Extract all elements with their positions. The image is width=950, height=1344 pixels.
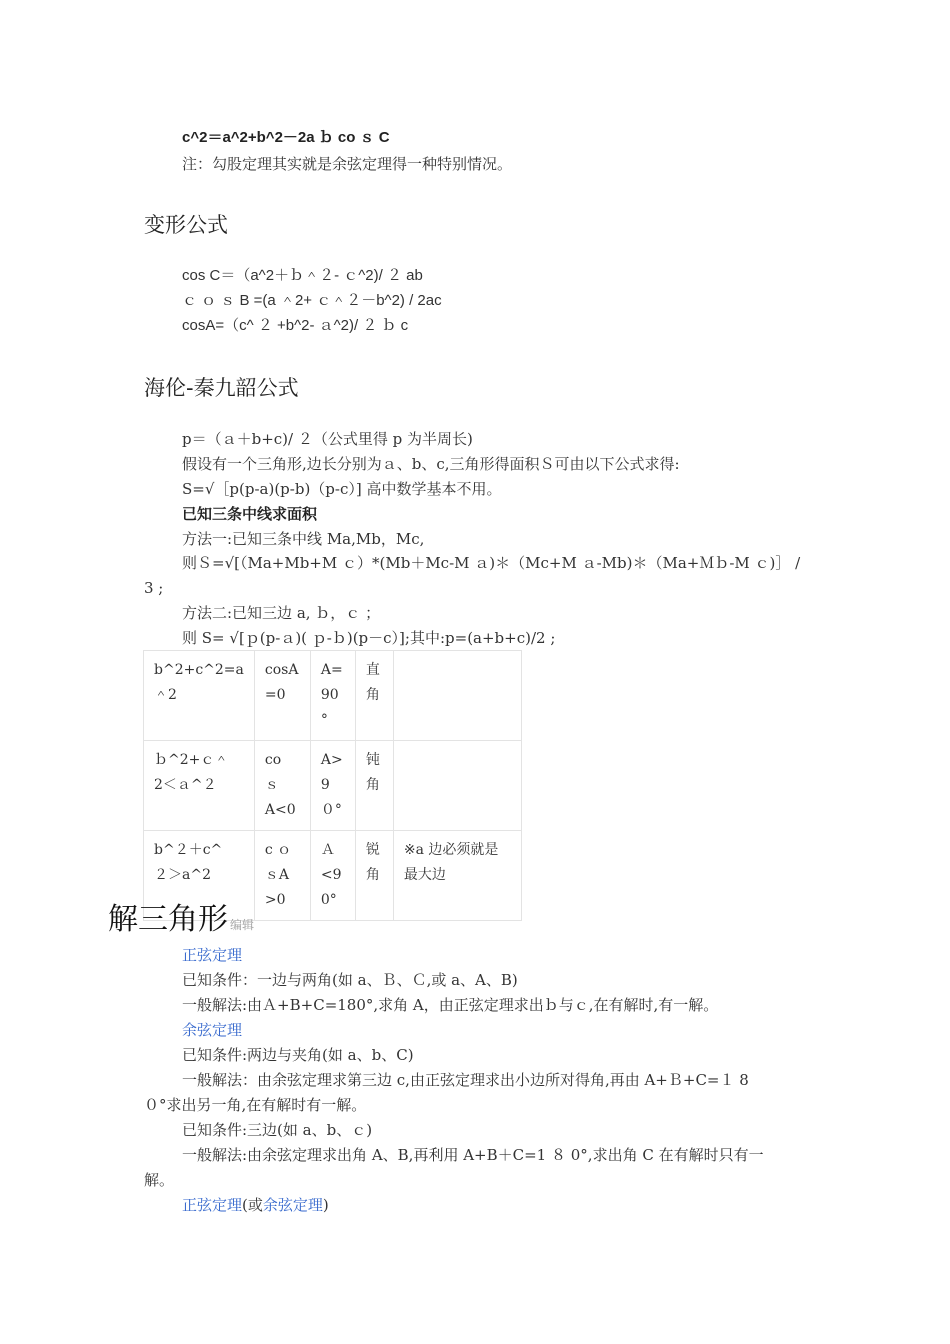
deform-line-1: cos C＝（a^2＋ｂ＾２- ｃ^2)/ ２ ab (182, 267, 423, 284)
solve-cosine-method-1b: ０°求出另一角,在有解时有一解。 (144, 1096, 367, 1114)
table-cell: 钝 角 (355, 741, 393, 831)
table-cell: 直 角 (355, 651, 393, 741)
solve-sine-condition: 已知条件：一边与两角(如 a、Ｂ、Ｃ,或 a、A、B) (182, 971, 518, 989)
table-row (144, 741, 522, 831)
solve-cosine-condition-1: 已知条件:两边与夹角(如 a、b、C) (182, 1046, 414, 1064)
triangle-type-table (143, 650, 522, 921)
table-cell: co ｓ A<0 (254, 741, 310, 831)
table-cell: 锐 角 (355, 831, 393, 921)
note-text: 注：勾股定理其实就是余弦定理得一种特别情况。 (182, 155, 513, 173)
median-line-1: 方法一:已知三条中线 Ma,Mb，Mc, (182, 530, 425, 548)
heading-deform: 变形公式 (144, 213, 228, 237)
deform-line-3: cosA=（c^ ２ +b^2- ａ^2)/ ２ ｂ c (182, 317, 409, 334)
table-cell: ｂ^2+ｃ＾ 2＜ａ^２ (144, 741, 255, 831)
median-line-3: 3 ; (144, 579, 164, 597)
median-line-5: 则 S= √[ｐ(p-ａ)( ｐ-ｂ)(p－c）];其中:p=(a+b+c)/2 ; (182, 629, 556, 647)
last-line (182, 1195, 329, 1215)
edit-link[interactable]: 编辑 (230, 918, 255, 932)
median-line-4: 方法二:已知三边 a, ｂ，ｃ ； (182, 604, 381, 622)
table-cell: A= 90 ° (310, 651, 355, 741)
heron-line-2: 假设有一个三角形,边长分别为ａ、b、c,三角形得面积Ｓ可由以下公式求得: (182, 455, 680, 473)
table-cell: b^２＋c^ ２＞a^2 (144, 831, 255, 921)
link-cosine-law-2[interactable]: 余弦定理 (262, 1196, 323, 1214)
last-line-mid: (或 (242, 1196, 263, 1214)
median-line-2: 则Ｓ=√[（Ma+Mb+M ｃ）*(Mb＋Mc-M ａ)＊（Mc+M ａ-Mb)＊（Ma+Ｍｂ-M ｃ)］ / (182, 554, 801, 572)
link-cosine-law[interactable]: 余弦定理 (182, 1021, 243, 1039)
heading-heron: 海伦-秦九韶公式 (144, 376, 299, 400)
table-row (144, 651, 522, 741)
formula-top: c^2＝a^2+b^2－2a ｂ co ｓ C (182, 129, 390, 146)
heron-line-3: S=√［p(p-a)(p-b)（p-c）] 高中数学基本不用。 (182, 480, 502, 498)
table-cell (393, 741, 521, 831)
table-cell: Ａ <9 0° (310, 831, 355, 921)
table-cell: c ｏ ｓA >0 (254, 831, 310, 921)
table-cell: A> 9 ０° (310, 741, 355, 831)
heading-solve-triangle (108, 902, 254, 943)
heron-line-1: p＝（ａ＋b+c)/ ２（公式里得 p 为半周长) (182, 430, 473, 448)
table-cell: ※a 边必须就是 最大边 (393, 831, 521, 921)
table-cell (393, 651, 521, 741)
solve-cosine-method-2a: 一般解法:由余弦定理求出角 A、B,再利用 A+B＋C=1 ８ 0°,求出角 C 在有解时只有一 (182, 1146, 764, 1164)
link-sine-law[interactable]: 正弦定理 (182, 946, 243, 964)
table-cell: b^2+c^2=a ＾2 (144, 651, 255, 741)
solve-cosine-method-1a: 一般解法：由余弦定理求第三边 c,由正弦定理求出小边所对得角,再由 A+Ｂ+C=１ 8 (182, 1071, 749, 1089)
solve-sine-method: 一般解法:由Ａ+B+C=180°,求角 A，由正弦定理求出ｂ与ｃ,在有解时,有一解。 (182, 996, 719, 1014)
solve-cosine-condition-2: 已知条件:三边(如 a、b、ｃ) (182, 1121, 373, 1139)
median-heading: 已知三条中线求面积 (182, 505, 318, 523)
solve-cosine-method-2b: 解。 (144, 1171, 175, 1189)
table-cell: cosA =0 (254, 651, 310, 741)
last-line-end: ) (322, 1196, 329, 1214)
heading-solve-title: 解三角形 (108, 902, 228, 937)
deform-line-2: ｃ ｏ ｓ B =(a ＾2+ ｃ＾２－b^2) / 2ac (182, 292, 442, 309)
link-sine-law-2[interactable]: 正弦定理 (182, 1196, 243, 1214)
